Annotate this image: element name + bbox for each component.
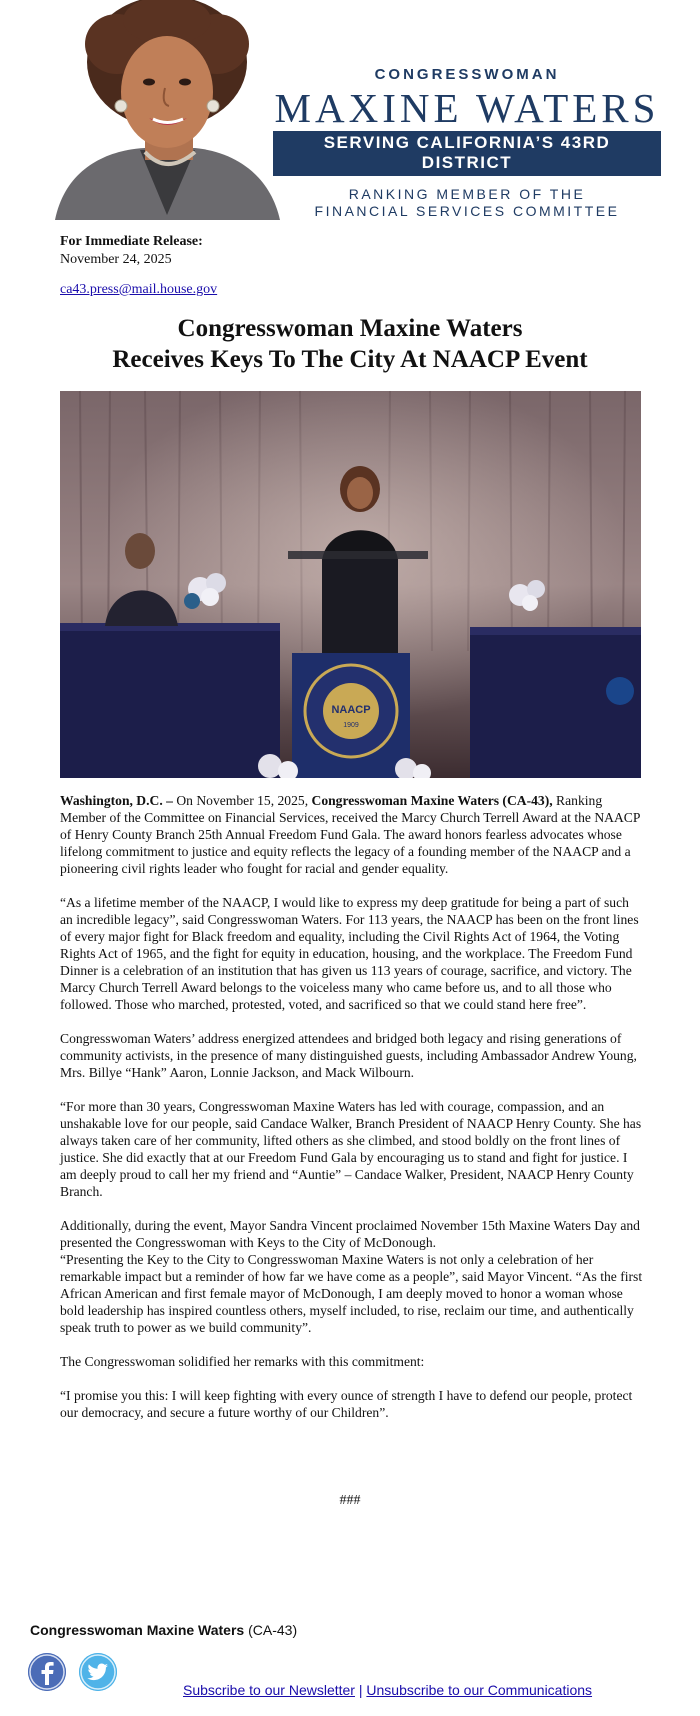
end-mark: ### xyxy=(339,1493,361,1508)
paragraph-4: “For more than 30 years, Congresswoman Maxine Waters has led with courage, compassion, and an unshakable love for our people, said Candace Walker, Branch President of NAACP Henry County. She has always taken care of her community, lifted others as she climbed, and stood boldly on the front lines of justice. She did exactly that at our Freedom Fund Gala by encouraging us to stand and fight for justice. I am deeply proud to call her my friend and “Auntie” – Candace Walker, President, NAACP Henry County Branch. xyxy=(60,1099,642,1199)
paragraph-6: The Congresswoman solidified her remarks with this commitment: xyxy=(60,1354,425,1369)
release-date: November 24, 2025 xyxy=(60,252,172,267)
podium-seal-text: NAACP xyxy=(331,704,371,716)
title-line2: Receives Keys To The City At NAACP Event xyxy=(112,346,588,373)
header-ranking-line1: RANKING MEMBER OF THE xyxy=(348,186,586,202)
subscribe-link[interactable]: Subscribe to our Newsletter xyxy=(183,1682,355,1698)
twitter-icon[interactable] xyxy=(79,1653,117,1691)
footer-name: Congresswoman Maxine Waters (CA-43) xyxy=(30,1622,298,1638)
paragraph-5: Additionally, during the event, Mayor Sandra Vincent proclaimed November 15th Maxine Waters Day and presented the Congresswoman with Keys to the City of McDonough. “Presenting the Key to the City to Congresswoman Maxine Waters is not only a celebration of her remarkable impact but a reminder of how far we have come as a people”, said Mayor Vincent. “As the first African American and first female mayor of McDonough, I am deeply moved to honor a woman whose bold leadership has inspired countless others, myself included, to rise, reclaim our time, and authentically speak truth to power as we build community”. xyxy=(60,1218,643,1335)
unsubscribe-link[interactable]: Unsubscribe to our Communications xyxy=(366,1682,593,1698)
release-info xyxy=(60,233,203,269)
facebook-icon[interactable] xyxy=(28,1653,66,1691)
title-line1: Congresswoman Maxine Waters xyxy=(177,315,523,342)
header-text-block xyxy=(262,66,672,220)
dateline: Washington, D.C. – xyxy=(60,793,173,808)
release-label: For Immediate Release: xyxy=(60,234,203,249)
paragraph-2: “As a lifetime member of the NAACP, I would like to express my deep gratitude for being a part of such an incredible legacy”, said Congresswoman Waters. For 113 years, the NAACP has been on the front lines of every major fight for Black freedom and equality, including the Civil Rights Act of 1964, the Voting Rights Act of 1965, and the fight for equity in education, housing, and the workplace. The Freedom Fund Dinner is a celebration of an institution that has given us 113 years of courage, sacrifice, and victory. The Marcy Church Terrell Award belongs to the voiceless many who came before us, and to all those who followed. Those who marched, protested, voted, and sacrificed so that we could stand here free”. xyxy=(60,895,639,1012)
header-title-small: CONGRESSWOMAN xyxy=(374,66,560,83)
subject-name: Congresswoman Maxine Waters (CA-43), xyxy=(311,793,553,808)
press-email-link[interactable]: ca43.press@mail.house.gov xyxy=(60,282,218,297)
header-ranking xyxy=(262,186,672,220)
header-serving-bar: SERVING CALIFORNIA’S 43RD DISTRICT xyxy=(273,131,661,176)
portrait-photo xyxy=(45,0,285,220)
page-title xyxy=(0,313,700,375)
paragraph-1: Washington, D.C. – On November 15, 2025, Congresswoman Maxine Waters (CA-43), Ranking Member of the Committee on Financial Services, received the Marcy Church Terrell Award at the NAACP of Henry County Branch 25th Annual Freedom Fund Gala. The award honors fearless advocates whose lifelong commitment to justice and equity reflects the legacy of a founding member of the NAACP and a pioneering civil rights leader who fought for racial and gender equality. xyxy=(60,793,640,876)
footer-links xyxy=(183,1682,592,1698)
header-ranking-line2: FINANCIAL SERVICES COMMITTEE xyxy=(314,203,620,219)
article-body xyxy=(60,792,643,1438)
paragraph-7: “I promise you this: I will keep fighting with every ounce of strength I have to defend our people, protect our democracy, and secure a future worthy of our Children”. xyxy=(60,1388,633,1420)
header-banner xyxy=(0,0,700,220)
event-photo xyxy=(60,391,641,778)
paragraph-3: Congresswoman Waters’ address energized attendees and bridged both legacy and rising generations of community activists, in the presence of many distinguished guests, including Ambassador Andrew Young, Mrs. Billye “Hank” Aaron, Lonnie Jackson, and Mack Wilbourn. xyxy=(60,1031,637,1080)
podium-seal-year: 1909 xyxy=(343,722,359,729)
footer-separator: | xyxy=(358,1682,363,1698)
header-name: MAXINE WATERS xyxy=(274,85,660,131)
